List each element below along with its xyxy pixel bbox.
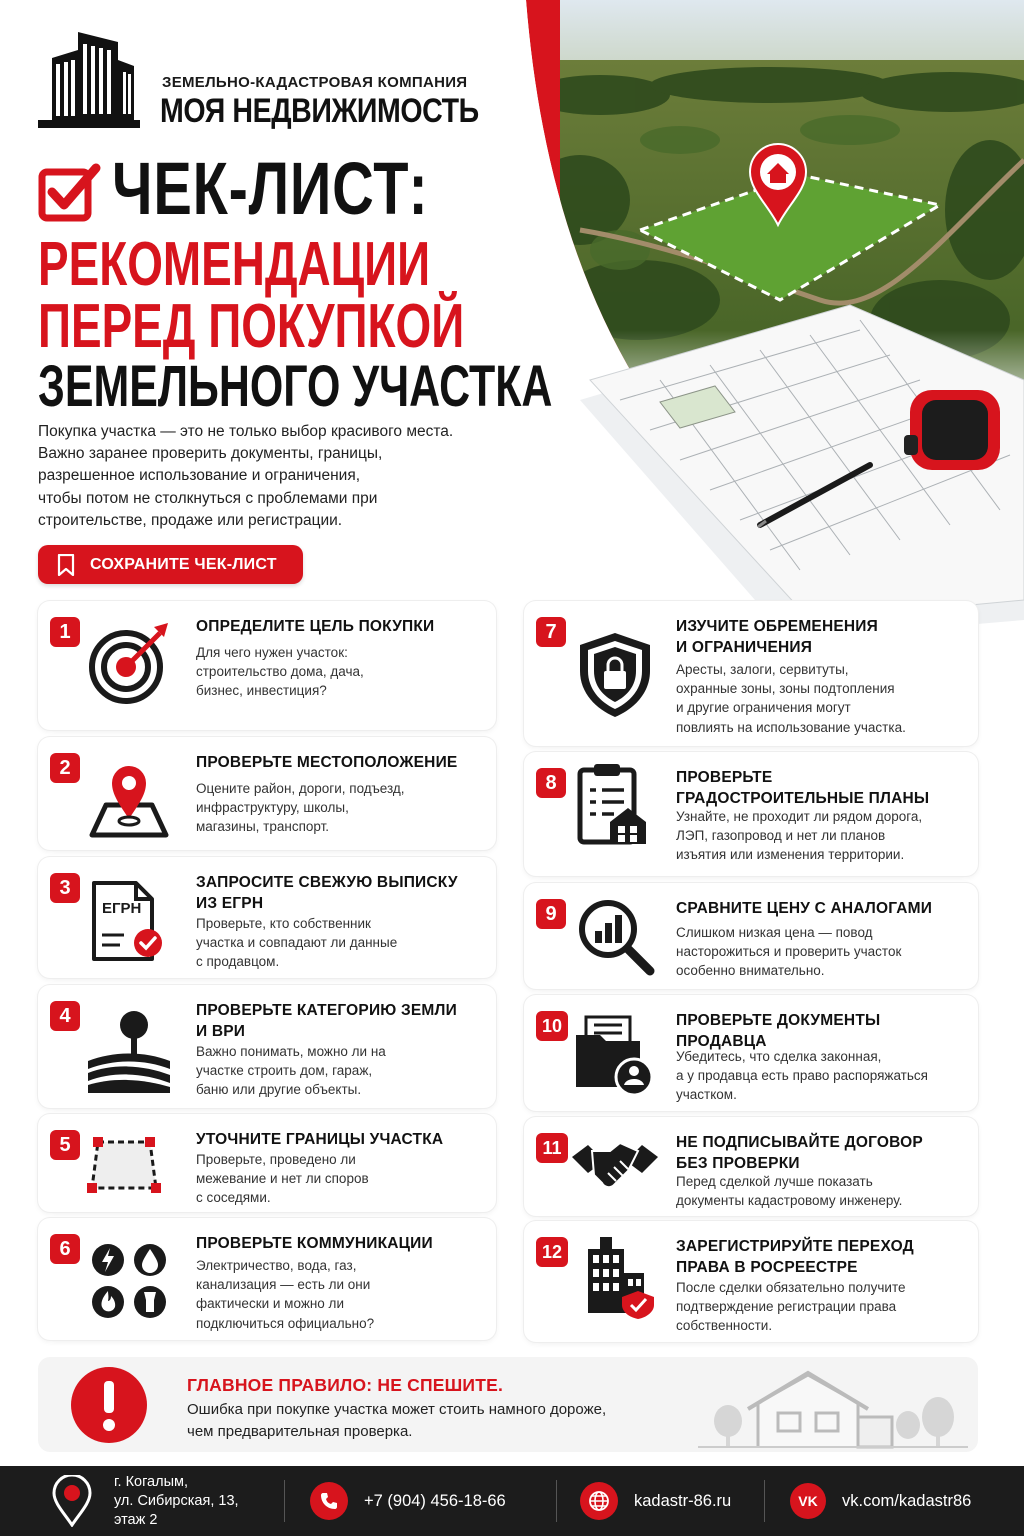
item-description: Важно понимать, можно ли на участке строить дом, гараж, баню или другие объекты. [196,1044,386,1098]
item-description: Оцените район, дороги, подъезд, инфраструктуру, школы, магазины, транспорт. [196,781,405,835]
item-number: 5 [50,1130,80,1160]
checklist-item-3 [38,857,496,978]
item-description: Узнайте, не проходит ли рядом дорога, ЛЭП, газопровод и нет ли планов изъятия или изменения территории. [676,809,923,863]
item-number: 7 [536,617,566,647]
checklist-item-11 [524,1117,978,1216]
target-icon [84,619,174,709]
item-description: Аресты, залоги, сервитуты, охранные зоны, зоны подтопления и другие ограничения могут повлиять на использование участка. [676,662,906,735]
land-tree-icon [84,1003,174,1093]
checklist-item-2 [38,737,496,850]
item-description: Убедитесь, что сделка законная, а у продавца есть право распоряжаться участком. [676,1049,928,1103]
vk-icon: VK [790,1483,826,1519]
handshake-icon [570,1121,660,1211]
company-name: МОЯ НЕДВИЖИМОСТЬ [160,92,479,130]
item-title: ПРОВЕРЬТЕ МЕСТОПОЛОЖЕНИЕ [196,754,458,771]
item-title: УТОЧНИТЕ ГРАНИЦЫ УЧАСТКА [196,1131,444,1148]
title-line-red-1: РЕКОМЕНДАЦИИ [38,230,431,299]
item-number: 1 [50,617,80,647]
utilities-icon [84,1236,174,1326]
footer-vk-link[interactable] [790,1466,971,1536]
hero-photo [520,0,1024,640]
item-description: Для чего нужен участок: строительство дома, дача, бизнес, инвестиция? [196,645,364,699]
checklist-item-1 [38,601,496,730]
item-title: ПРОВЕРЬТЕ ДОКУМЕНТЫ ПРОДАВЦА [676,1012,881,1050]
item-number: 4 [50,1001,80,1031]
location-pin-icon [50,1475,94,1527]
phone-text: +7 (904) 456-18-66 [364,1491,506,1510]
page-title: ЧЕК-ЛИСТ: [112,147,429,230]
item-title: ПРОВЕРЬТЕ КОММУНИКАЦИИ [196,1235,433,1252]
checklist-item-12 [524,1221,978,1342]
title-line-dark: ЗЕМЕЛЬНОГО УЧАСТКА [38,354,553,419]
title-line-red-2: ПЕРЕД ПОКУПКОЙ [38,292,465,361]
checklist-item-9 [524,883,978,989]
building-check-icon [570,1229,660,1319]
item-title: НЕ ПОДПИСЫВАЙТЕ ДОГОВОР БЕЗ ПРОВЕРКИ [676,1134,923,1172]
document-check-icon [84,875,174,965]
item-title: ОПРЕДЕЛИТЕ ЦЕЛЬ ПОКУПКИ [196,618,435,635]
item-number: 12 [536,1237,568,1267]
item-number: 2 [50,753,80,783]
checklist-item-7 [524,601,978,746]
checklist-item-8 [524,752,978,876]
item-description: Слишком низкая цена — повод насторожиться и проверить участок особенно внимательно. [676,925,902,979]
item-title: ИЗУЧИТЕ ОБРЕМЕНЕНИЯ И ОГРАНИЧЕНИЯ [676,618,878,656]
item-title: ПРОВЕРЬТЕ ГРАДОСТРОИТЕЛЬНЫЕ ПЛАНЫ [676,769,930,807]
footer-divider [556,1480,557,1522]
footer-divider [764,1480,765,1522]
item-title: ЗАРЕГИСТРИРУЙТЕ ПЕРЕХОД ПРАВА В РОСРЕЕСТРЕ [676,1238,914,1276]
item-number: 6 [50,1234,80,1264]
checklist-item-5 [38,1114,496,1212]
address-text: г. Когалым, ул. Сибирская, 13, этаж 2 [114,1473,239,1528]
item-description: Электричество, вода, газ, канализация — есть ли они фактически и можно ли подключиться официально? [196,1258,375,1331]
save-checklist-button[interactable] [38,545,303,584]
footer-phone-link[interactable] [310,1466,506,1536]
footer-divider [284,1480,285,1522]
item-number: 11 [536,1133,568,1163]
house-sketch-icon [698,1361,968,1451]
item-number: 3 [50,873,80,903]
main-rule-banner [38,1357,978,1452]
footer-website-link[interactable] [580,1466,731,1536]
save-checklist-label: СОХРАНИТЕ ЧЕК-ЛИСТ [90,555,277,573]
vk-text: vk.com/kadastr86 [842,1491,972,1510]
magnifier-chart-icon [570,891,660,981]
item-description: После сделки обязательно получите подтверждение регистрации права собственности. [676,1280,906,1334]
checklist-item-6 [38,1218,496,1340]
exclamation-icon [71,1367,147,1443]
website-text: kadastr-86.ru [634,1491,732,1510]
item-number: 8 [536,768,566,798]
main-rule-title: ГЛАВНОЕ ПРАВИЛО: НЕ СПЕШИТЕ. [187,1375,504,1395]
clipboard-house-icon [570,758,660,848]
intro-text: Покупка участка — это не только выбор красивого места. Важно заранее проверить документы, границы, разрешенное использование и ограничения, чтобы потом не столкнуться с проблемами при строительстве, продаже или регистрации. [38,423,454,529]
checkbox-icon [38,162,102,224]
folder-user-icon [570,1009,660,1099]
item-description: Перед сделкой лучше показать документы кадастровому инженеру. [676,1174,903,1209]
bookmark-icon [56,554,76,576]
svg-text:ЕГРН: ЕГРН [102,900,142,917]
item-description: Проверьте, кто собственник участка и совпадают ли данные с продавцом. [196,916,398,970]
item-number: 10 [536,1011,568,1041]
item-title: ПРОВЕРЬТЕ КАТЕГОРИЮ ЗЕМЛИ И ВРИ [196,1002,457,1040]
globe-icon [580,1482,618,1520]
phone-icon [310,1482,348,1520]
item-number: 9 [536,899,566,929]
item-title: ЗАПРОСИТЕ СВЕЖУЮ ВЫПИСКУ ИЗ ЕГРН [196,874,458,912]
footer-address [50,1466,239,1536]
checklist-item-10 [524,995,978,1111]
map-pin-icon [84,755,174,845]
company-logo-icon [38,28,140,132]
company-subtitle: ЗЕМЕЛЬНО-КАДАСТРОВАЯ КОМПАНИЯ [162,74,468,91]
boundary-icon [84,1122,174,1212]
footer-contacts [0,1466,1024,1536]
shield-lock-icon [570,629,660,719]
checklist-item-4 [38,985,496,1108]
main-rule-description: Ошибка при покупке участка может стоить намного дороже, чем предварительная проверка. [187,1401,607,1440]
item-description: Проверьте, проведено ли межевание и нет ли споров с соседями. [196,1152,369,1206]
item-title: СРАВНИТЕ ЦЕНУ С АНАЛОГАМИ [676,900,933,917]
